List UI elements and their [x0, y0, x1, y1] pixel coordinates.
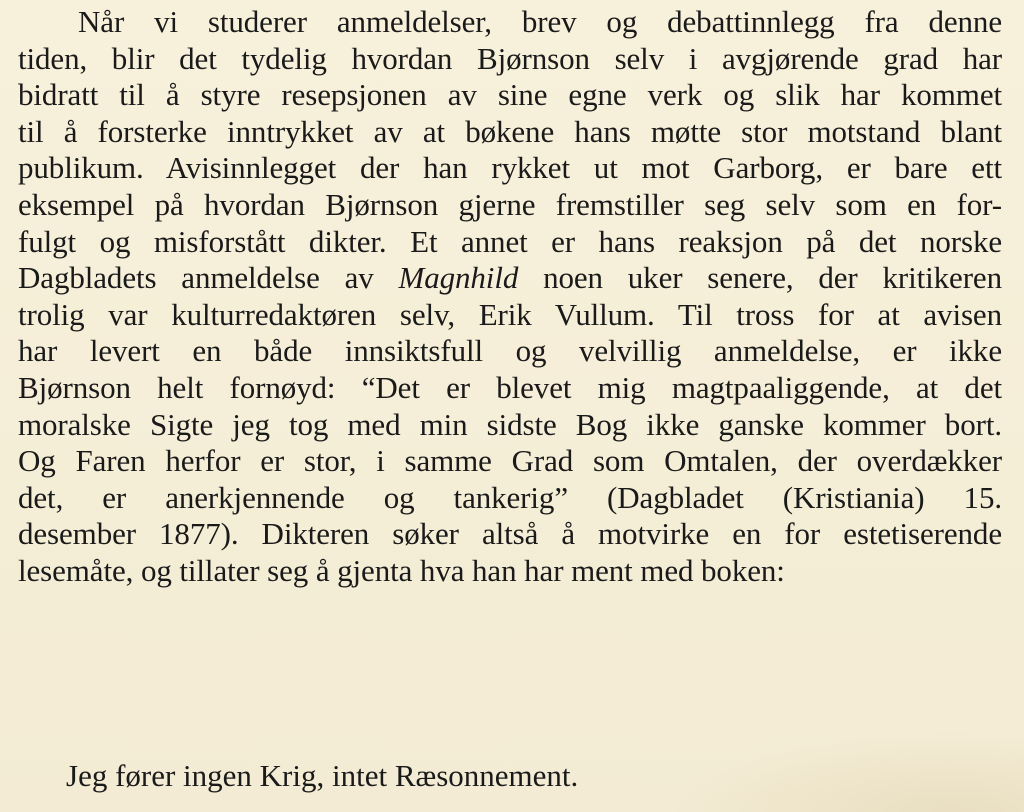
paragraph-line: det, er anerkjennende og tankerig” (Dagbladet (Kristiania) 15.	[18, 479, 1002, 515]
paragraph-line: Og Faren herfor er stor, i samme Grad som Omtalen, der overdækker	[18, 443, 1002, 479]
paragraph-line: bidratt til å styre resepsjonen av sine egne verk og slik har kommet	[18, 77, 1002, 113]
paragraph-line: fulgt og misforstått dikter. Et annet er hans reaksjon på det norske	[18, 223, 1002, 259]
paragraph-line: lesemåte, og tillater seg å gjenta hva han har ment med boken:	[18, 552, 785, 588]
block-quote: Jeg fører ingen Krig, intet Ræsonnement.	[66, 758, 579, 793]
page-shadow	[664, 732, 1024, 812]
paragraph-line: trolig var kulturredaktøren selv, Erik Vullum. Til tross for at avisen	[18, 296, 1002, 332]
body-paragraph	[18, 4, 1002, 590]
paragraph-text: noen uker senere, der kritikeren	[518, 260, 1002, 296]
paragraph-line	[18, 260, 1002, 297]
paragraph-line: desember 1877). Dikteren søker altså å motvirke en for estetiserende	[18, 516, 1002, 552]
paragraph-line: moralske Sigte jeg tog med min sidste Bog ikke ganske kommer bort.	[18, 406, 1002, 442]
paragraph-line: eksempel på hvordan Bjørnson gjerne fremstiller seg selv som en for-	[18, 186, 1002, 222]
paragraph-text: Dagbladets anmeldelse av	[18, 260, 399, 296]
paragraph-line: tiden, blir det tydelig hvordan Bjørnson selv i avgjørende grad har	[18, 40, 1002, 76]
paragraph-line: har levert en både innsiktsfull og velvillig anmeldelse, er ikke	[18, 333, 1002, 369]
paragraph-line: publikum. Avisinnlegget der han rykket ut mot Garborg, er bare ett	[18, 150, 1002, 186]
paragraph-line: Bjørnson helt fornøyd: “Det er blevet mig magtpaaliggende, at det	[18, 369, 1002, 405]
book-title-magnhild: Magnhild	[398, 260, 519, 296]
paragraph-line: Når vi studerer anmeldelser, brev og debattinnlegg fra denne	[78, 4, 1002, 39]
paragraph-line: til å forsterke inntrykket av at bøkene hans møtte stor motstand blant	[18, 113, 1002, 149]
